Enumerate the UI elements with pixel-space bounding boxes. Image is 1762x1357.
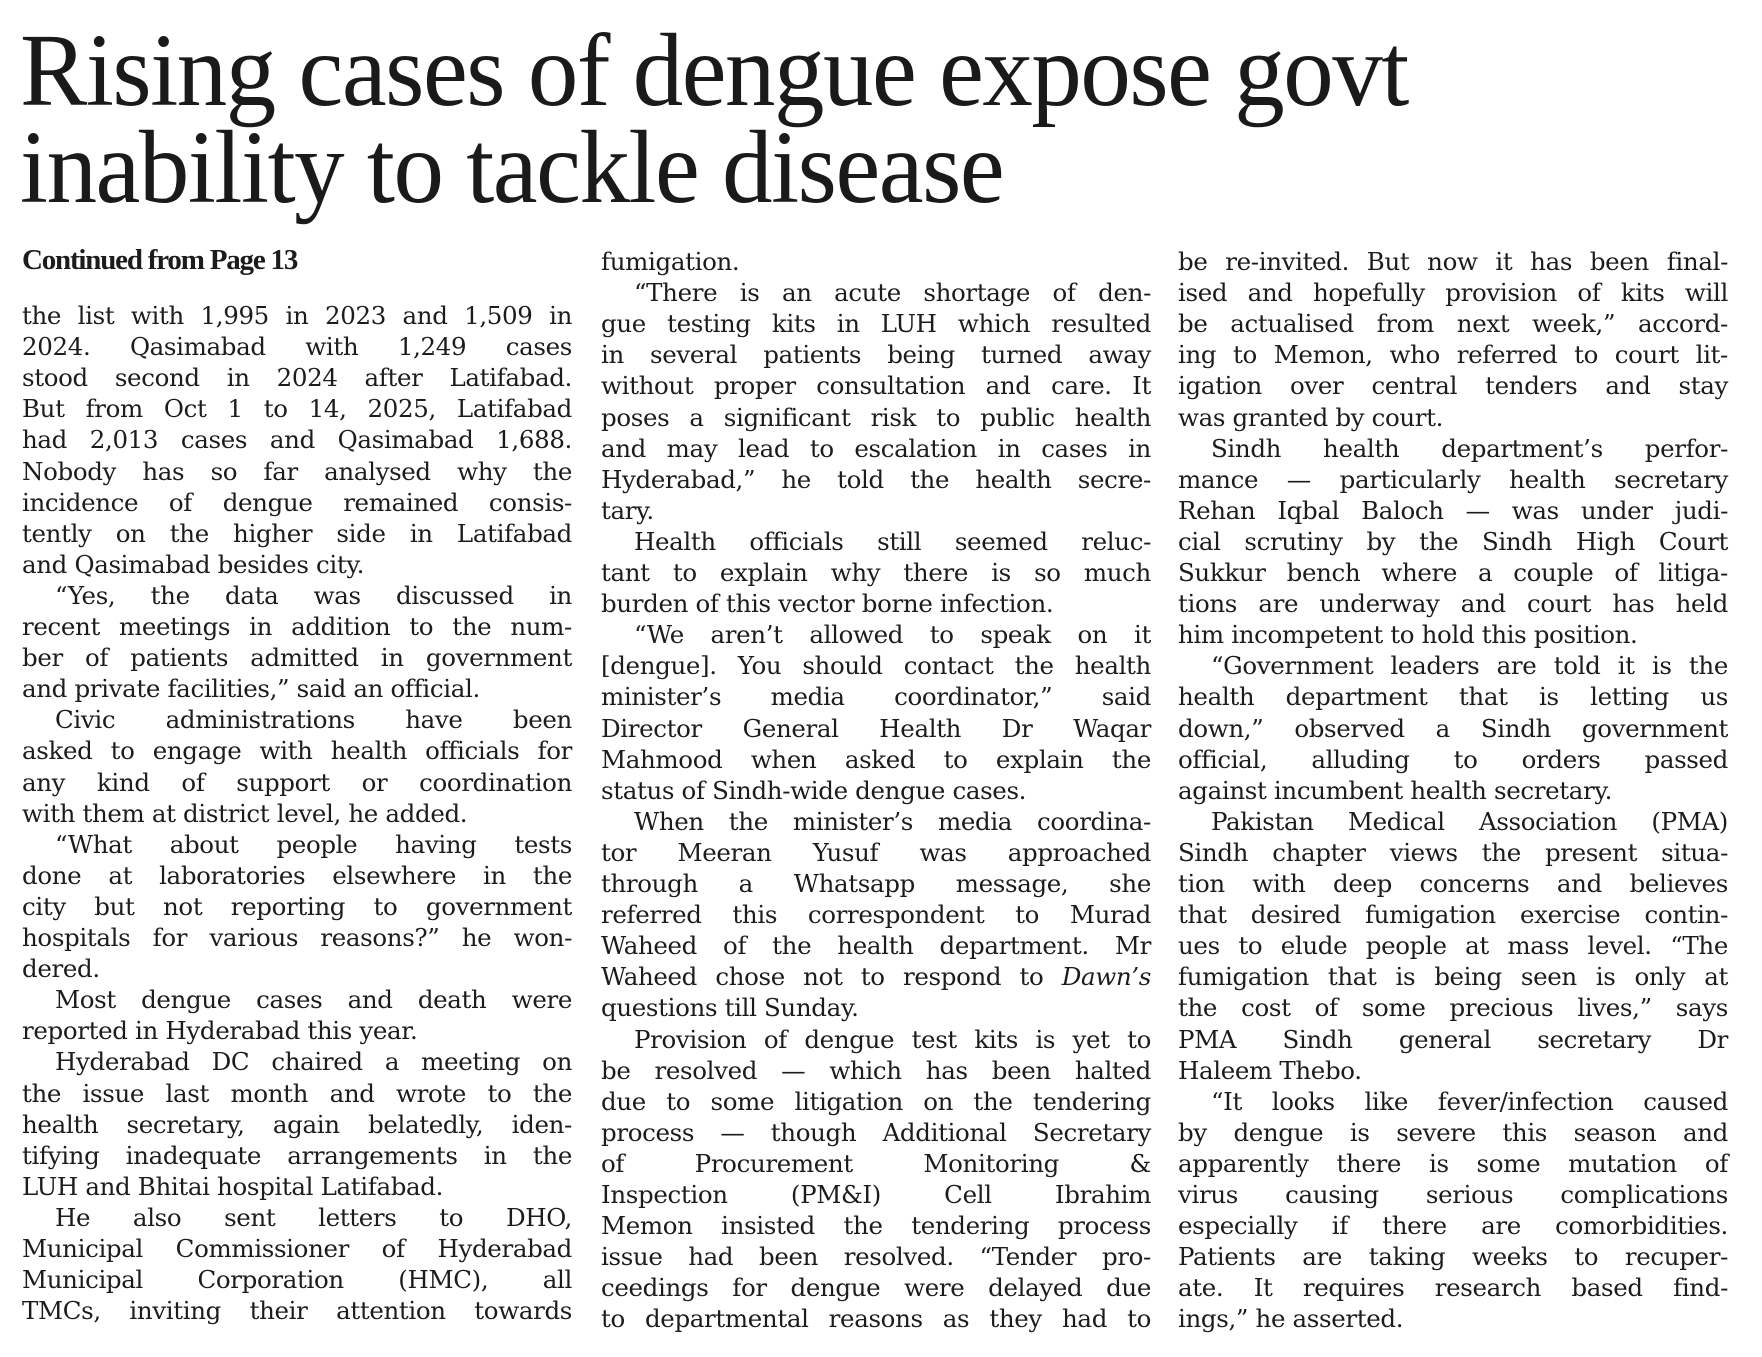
article-text-line: Haleem Thebo. xyxy=(1178,1055,1362,1085)
article-text-line: He also sent letters to DHO, xyxy=(55,1202,572,1232)
article-text-line: cial scrutiny by the Sindh High Court xyxy=(1178,526,1728,556)
article-text-line: Municipal Corporation (HMC), all xyxy=(22,1265,572,1295)
article-text-line: “Government leaders are told it is the xyxy=(1211,651,1728,681)
article-text-line: apparently there is some mutation of xyxy=(1178,1148,1728,1178)
article-text-line: poses a significant risk to public health xyxy=(601,402,1151,432)
article-text-line: the list with 1,995 in 2023 and 1,509 in xyxy=(22,301,572,330)
article-text-line: Director General Health Dr Waqar xyxy=(601,713,1151,743)
article-text-line: dered. xyxy=(22,954,100,984)
article-text-line: Hyderabad DC chaired a meeting on xyxy=(55,1047,572,1077)
article-text-line: of Procurement Monitoring & xyxy=(601,1148,1151,1178)
article-text-line: Mahmood when asked to explain the xyxy=(601,744,1151,774)
article-text-line: ber of patients admitted in government xyxy=(22,643,572,673)
article-text-line: ues to elude people at mass level. “The xyxy=(1178,931,1728,961)
article-text-line: 2024. Qasimabad with 1,249 cases xyxy=(22,332,572,362)
article-text-line: any kind of support or coordination xyxy=(22,767,572,797)
article-text-line: Waheed chose not to respond to Dawn’s xyxy=(601,962,1151,992)
article-text-line: Health officials still seemed reluc- xyxy=(634,526,1151,556)
article-text-line: Sindh health department’s perfor- xyxy=(1211,433,1728,463)
article-text-line: “What about people having tests xyxy=(55,829,572,859)
article-text-line: incidence of dengue remained consis- xyxy=(22,487,572,517)
article-text-line: official, alluding to orders passed xyxy=(1178,744,1728,774)
article-text-line: be re-invited. But now it has been final- xyxy=(1178,247,1728,276)
article-text-line: virus causing serious complications xyxy=(1178,1180,1728,1209)
headline-line-2: inability to tackle disease xyxy=(20,110,1004,225)
article-text-line: referred this correspondent to Murad xyxy=(601,900,1151,930)
article-text-line: mance — particularly health secretary xyxy=(1178,464,1728,494)
publication-name: Dawn’s xyxy=(1061,962,1151,992)
article-text-line: “It looks like fever/infection caused xyxy=(1211,1086,1728,1116)
article-text-line: burden of this vector borne infection. xyxy=(601,589,1054,619)
article-text-line: was granted by court. xyxy=(1178,402,1444,432)
article-text-line: tor Meeran Yusuf was approached xyxy=(601,837,1151,867)
article-text-line: Hyderabad,” he told the health secre- xyxy=(601,464,1151,494)
article-text-line: health secretary, again belatedly, iden- xyxy=(22,1109,572,1139)
continued-from-label: Continued from Page 13 xyxy=(22,244,298,276)
article-text-line: recent meetings in addition to the num- xyxy=(22,612,572,641)
article-text-line: tions are underway and court has held xyxy=(1178,589,1728,619)
article-headline xyxy=(20,13,1688,225)
article-text-line: status of Sindh-wide dengue cases. xyxy=(601,775,1027,805)
article-text-line: ings,” he asserted. xyxy=(1178,1304,1404,1334)
article-text-line: ceedings for dengue were delayed due xyxy=(601,1273,1151,1303)
article-text-line: Nobody has so far analysed why the xyxy=(22,456,572,486)
article-text-line: stood second in 2024 after Latifabad. xyxy=(22,363,572,393)
article-text-line: him incompetent to hold this position. xyxy=(1178,620,1638,650)
article-text-line: due to some litigation on the tendering xyxy=(601,1086,1151,1116)
article-text-line: to departmental reasons as they had to xyxy=(601,1304,1151,1334)
article-text-line: tifying inadequate arrangements in the xyxy=(22,1140,572,1170)
article-text-line: “We aren’t allowed to speak on it xyxy=(634,620,1151,650)
article-text-line: Provision of dengue test kits is yet to xyxy=(634,1024,1151,1054)
article-text-line: the cost of some precious lives,” says xyxy=(1178,993,1728,1023)
article-text-line: ised and hopefully provision of kits will xyxy=(1178,278,1728,308)
article-text-line: [dengue]. You should contact the health xyxy=(601,651,1151,681)
article-text-line: questions till Sunday. xyxy=(601,993,859,1023)
article-text-line: be resolved — which has been halted xyxy=(601,1055,1151,1085)
article-text-line: the issue last month and wrote to the xyxy=(22,1078,572,1108)
article-text-line: without proper consultation and care. It xyxy=(601,371,1151,401)
article-text-line: issue had been resolved. “Tender pro- xyxy=(601,1242,1151,1272)
article-text-line: tant to explain why there is so much xyxy=(601,558,1151,587)
article-text-line: had 2,013 cases and Qasimabad 1,688. xyxy=(22,425,572,455)
article-text-line: “Yes, the data was discussed in xyxy=(55,580,572,610)
article-text-line: and Qasimabad besides city. xyxy=(22,549,365,579)
article-text-line: hospitals for various reasons?” he won- xyxy=(22,923,572,952)
article-text-line: Patients are taking weeks to recuper- xyxy=(1178,1242,1728,1272)
article-text-line: by dengue is severe this season and xyxy=(1178,1117,1728,1147)
article-text-line: Sindh chapter views the present situa- xyxy=(1178,837,1728,867)
article-text-line: fumigation that is being seen is only at xyxy=(1178,962,1728,992)
article-text-line: minister’s media coordinator,” said xyxy=(601,682,1151,712)
article-text-line: Most dengue cases and death were xyxy=(55,985,572,1015)
article-text-line: and may lead to escalation in cases in xyxy=(601,433,1151,463)
article-text-line: health department that is letting us xyxy=(1178,682,1728,712)
article-text-line: tently on the higher side in Latifabad xyxy=(22,518,572,548)
article-text-line: tion with deep concerns and believes xyxy=(1178,869,1728,898)
article-text-line: especially if there are comorbidities. xyxy=(1178,1211,1728,1241)
article-text-line: Memon insisted the tendering process xyxy=(601,1211,1151,1241)
article-text-line: When the minister’s media coordina- xyxy=(634,806,1151,836)
article-text-line: with them at district level, he added. xyxy=(22,798,468,828)
article-text-line: ate. It requires research based find- xyxy=(1178,1273,1728,1303)
article-text-line: PMA Sindh general secretary Dr xyxy=(1178,1024,1728,1054)
article-text-line: Sukkur bench where a couple of litiga- xyxy=(1178,558,1728,587)
article-text-line: in several patients being turned away xyxy=(601,340,1151,370)
article-text-line: reported in Hyderabad this year. xyxy=(22,1016,418,1046)
article-text-line: through a Whatsapp message, she xyxy=(601,869,1151,898)
article-text-line: TMCs, inviting their attention towards xyxy=(22,1296,572,1326)
article-text-line: done at laboratories elsewhere in the xyxy=(22,860,572,890)
article-text-line: tary. xyxy=(601,495,654,525)
article-text-line: igation over central tenders and stay xyxy=(1178,371,1728,401)
article-text-line: Pakistan Medical Association (PMA) xyxy=(1211,806,1728,836)
article-text-line: asked to engage with health officials for xyxy=(22,736,572,766)
article-text-line: ing to Memon, who referred to court lit- xyxy=(1178,340,1728,370)
article-text-line: “There is an acute shortage of den- xyxy=(634,278,1151,308)
article-text-line: be actualised from next week,” accord- xyxy=(1178,309,1728,339)
article-text-line: Civic administrations have been xyxy=(55,705,572,735)
article-text-line: against incumbent health secretary. xyxy=(1178,775,1613,805)
article-text-line: LUH and Bhitai hospital Latifabad. xyxy=(22,1171,444,1201)
headline-line-1: Rising cases of dengue expose govt xyxy=(20,13,1408,128)
article-text-line: But from Oct 1 to 14, 2025, Latifabad xyxy=(22,394,572,424)
article-text-line: down,” observed a Sindh government xyxy=(1178,713,1728,743)
article-text-line: city but not reporting to government xyxy=(22,891,572,921)
article-text-line: fumigation. xyxy=(601,247,740,276)
article-text-line: Municipal Commissioner of Hyderabad xyxy=(22,1234,572,1263)
article-text-line: and private facilities,” said an official. xyxy=(22,674,480,704)
article-text-line: gue testing kits in LUH which resulted xyxy=(601,309,1151,339)
article-text-line: Rehan Iqbal Baloch — was under judi- xyxy=(1178,495,1728,525)
article-text-line: that desired fumigation exercise contin- xyxy=(1178,900,1728,930)
article-text-line: Waheed of the health department. Mr xyxy=(601,931,1151,961)
article-text-line: Inspection (PM&I) Cell Ibrahim xyxy=(601,1180,1151,1209)
article-text-line: process — though Additional Secretary xyxy=(601,1117,1151,1147)
